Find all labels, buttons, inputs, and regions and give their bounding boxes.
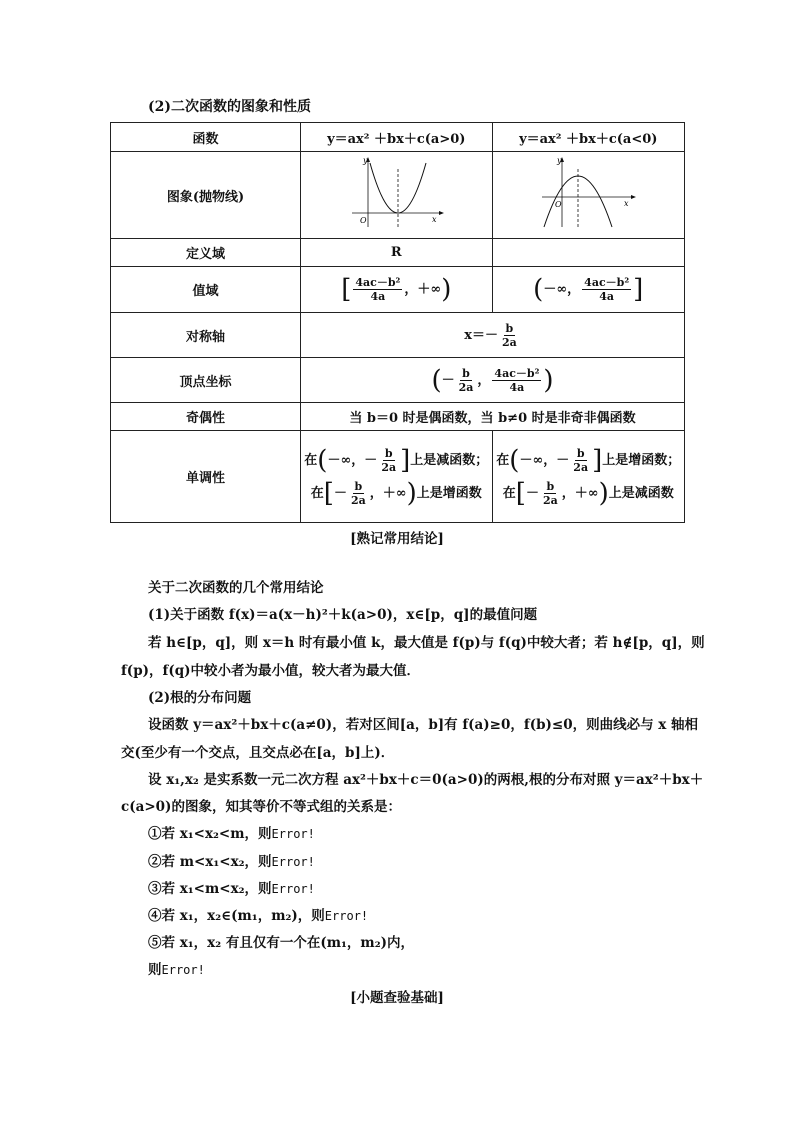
mono-pos-line-2 — [301, 480, 491, 507]
upward-parabola-graph — [346, 155, 446, 231]
bracket-left: [ — [323, 478, 334, 508]
text-post: 上是增函数 — [416, 485, 482, 501]
axis-label: 对称轴 — [111, 313, 301, 358]
error-text: Error! — [271, 855, 315, 869]
origin-label: O — [555, 200, 562, 209]
text-pre: 在 — [496, 452, 510, 468]
fraction-denominator: 2a — [458, 380, 474, 394]
fraction-numerator: b — [576, 446, 585, 460]
fraction — [500, 322, 519, 349]
separator: ， — [477, 372, 491, 388]
range-lead: －∞， — [543, 282, 581, 297]
x-axis-label: x — [432, 215, 437, 224]
bracket-right: ] — [633, 274, 644, 305]
fraction-numerator: b — [546, 479, 555, 493]
parity-value: 当 b＝0 时是偶函数，当 b≠0 时是非奇非偶函数 — [301, 403, 685, 431]
p2-line-1: 设函数 y＝ax²＋bx＋c(a≠0)，若对区间[a，b]有 f(a)≥0，f(b)≤0，则曲线必与 x 轴相 — [148, 717, 699, 733]
x-axis-arrow — [631, 195, 636, 199]
bracket-left: ( — [317, 445, 328, 475]
fraction-denominator: 2a — [381, 460, 397, 474]
fraction-denominator: 4a — [370, 290, 386, 303]
fraction — [582, 276, 631, 303]
heading-basics: [小题查验基础] — [350, 990, 444, 1006]
table-row-graph — [111, 152, 685, 239]
fraction-denominator: 2a — [350, 493, 366, 507]
bracket-right: ) — [406, 478, 417, 508]
list-item — [148, 822, 315, 842]
range-a-positive — [301, 267, 492, 313]
properties-table — [110, 122, 685, 523]
interval-lead: －∞， — [519, 452, 557, 468]
header-function: 函数 — [111, 123, 301, 152]
bracket-right: ) — [598, 478, 609, 508]
fraction-numerator: 4ac－b² — [494, 366, 540, 380]
table-row-domain — [111, 239, 685, 267]
text-pre: 在 — [310, 485, 324, 501]
graph-upward — [301, 152, 492, 239]
item-text: ⑤若 x₁，x₂ 有且仅有一个在(m₁，m₂)内， — [148, 935, 414, 951]
fraction — [457, 367, 476, 394]
fraction-numerator: b — [384, 446, 393, 460]
fraction-numerator: b — [505, 321, 514, 335]
heading-conclusions: [熟记常用结论] — [350, 531, 444, 547]
list-item — [148, 931, 414, 951]
domain-value: R — [301, 239, 492, 267]
section-title: (2)二次函数的图象和性质 — [148, 99, 311, 115]
fraction-numerator: 4ac－b² — [355, 276, 401, 289]
fraction-denominator: 2a — [502, 335, 517, 349]
bracket-left: [ — [341, 274, 352, 305]
y-axis-label: y — [363, 156, 368, 165]
error-text: Error! — [271, 882, 315, 896]
minus-sign: － — [556, 452, 570, 468]
p2-line-2: 交(至少有一个交点，且交点必在[a，b]上)． — [121, 745, 395, 761]
fraction-denominator: 4a — [599, 290, 615, 303]
text-pre: 在 — [304, 452, 318, 468]
fraction — [492, 367, 541, 394]
y-axis-label: y — [557, 156, 562, 165]
mono-pos-line-1 — [301, 447, 491, 474]
bracket-right: ] — [592, 445, 603, 475]
axis-value — [301, 313, 685, 358]
fraction — [349, 480, 368, 507]
parity-label: 奇偶性 — [111, 403, 301, 431]
interval-lead: －∞， — [327, 452, 365, 468]
table-header-row — [111, 123, 685, 152]
bracket-right: ) — [441, 274, 452, 305]
p1-line-1: 若 h∈[p，q]，则 x＝h 时有最小值 k，最大值是 f(p)与 f(q)中较大者；若 h∉[p，q]，则 — [148, 635, 705, 651]
range-label: 值域 — [111, 267, 301, 313]
downward-parabola-graph — [538, 155, 638, 231]
graph-downward — [492, 152, 684, 239]
item-text: ②若 m<x₁<x₂，则 — [148, 854, 272, 870]
interval-rest: ，＋∞ — [369, 485, 407, 501]
minus-sign: － — [525, 485, 539, 501]
text-post: 上是减函数 — [608, 485, 674, 501]
fraction-numerator: b — [462, 366, 470, 380]
vertex-label: 顶点坐标 — [111, 358, 301, 403]
fraction-numerator: b — [354, 479, 363, 493]
table-row-vertex — [111, 358, 685, 403]
range-rest: ，＋∞ — [404, 282, 442, 297]
fraction-denominator: 4a — [509, 380, 525, 394]
fraction-numerator: 4ac－b² — [584, 276, 630, 289]
header-a-negative: y＝ax² ＋bx＋c(a<0) — [492, 123, 684, 152]
axis-lead: x＝－ — [464, 327, 498, 343]
p2-title: (2)根的分布问题 — [148, 690, 252, 706]
origin-label: O — [360, 216, 367, 225]
text-pre: 在 — [502, 485, 516, 501]
text-post: 上是增函数； — [602, 452, 681, 468]
list-item — [148, 877, 315, 897]
fraction-denominator: 2a — [542, 493, 558, 507]
header-a-positive: y＝ax² ＋bx＋c(a>0) — [301, 123, 492, 152]
table-row-range — [111, 267, 685, 313]
domain-value-empty — [492, 239, 684, 267]
domain-label: 定义域 — [111, 239, 301, 267]
error-text: Error! — [271, 827, 315, 841]
x-axis-arrow — [439, 211, 444, 215]
table-row-axis — [111, 313, 685, 358]
error-text: Error! — [324, 909, 369, 923]
table-row-parity — [111, 403, 685, 431]
bracket-right: ) — [543, 365, 554, 395]
bracket-left: ( — [533, 274, 544, 305]
list-item — [148, 850, 315, 870]
minus-sign: － — [441, 372, 455, 388]
list-item — [148, 904, 368, 924]
item-text: 则 — [148, 962, 162, 978]
p3-line-1: 设 x₁,x₂ 是实系数一元二次方程 ax²＋bx＋c＝0(a>0)的两根,根的分布对照 y＝ax²＋bx＋ — [148, 772, 704, 788]
p1-title: (1)关于函数 f(x)＝a(x－h)²＋k(a>0)，x∈[p，q]的最值问题 — [148, 607, 538, 623]
monotonicity-a-positive — [301, 431, 492, 523]
bracket-left: ( — [509, 445, 520, 475]
item-text: ①若 x₁<x₂<m，则 — [148, 826, 272, 842]
minus-sign: － — [333, 485, 347, 501]
range-a-negative — [492, 267, 684, 313]
p1-line-2: f(p)，f(q)中较小者为最小值，较大者为最大值． — [121, 663, 421, 679]
conclusions-title: 关于二次函数的几个常用结论 — [148, 580, 324, 596]
mono-neg-line-2 — [493, 480, 684, 507]
graph-label: 图象(抛物线) — [111, 152, 301, 239]
bracket-left: ( — [431, 365, 442, 395]
item-text: ④若 x₁，x₂∈(m₁，m₂)，则 — [148, 908, 325, 924]
text-post: 上是减函数； — [410, 452, 489, 468]
minus-sign: － — [364, 452, 378, 468]
list-item-continuation — [148, 958, 205, 978]
monotonicity-a-negative — [492, 431, 684, 523]
monotonicity-label: 单调性 — [111, 431, 301, 523]
mono-neg-line-1 — [493, 447, 684, 474]
error-text: Error! — [161, 963, 205, 977]
x-axis-label: x — [624, 199, 629, 208]
fraction — [353, 276, 402, 303]
fraction — [571, 447, 590, 474]
bracket-left: [ — [515, 478, 526, 508]
bracket-right: ] — [400, 445, 411, 475]
vertex-value — [301, 358, 685, 403]
fraction-denominator: 2a — [573, 460, 589, 474]
fraction — [379, 447, 398, 474]
table-row-monotonicity — [111, 431, 685, 523]
item-text: ③若 x₁<m<x₂，则 — [148, 881, 272, 897]
interval-rest: ，＋∞ — [561, 485, 599, 501]
p3-line-2: c(a>0)的图象，知其等价不等式组的关系是： — [121, 799, 401, 815]
fraction — [541, 480, 560, 507]
